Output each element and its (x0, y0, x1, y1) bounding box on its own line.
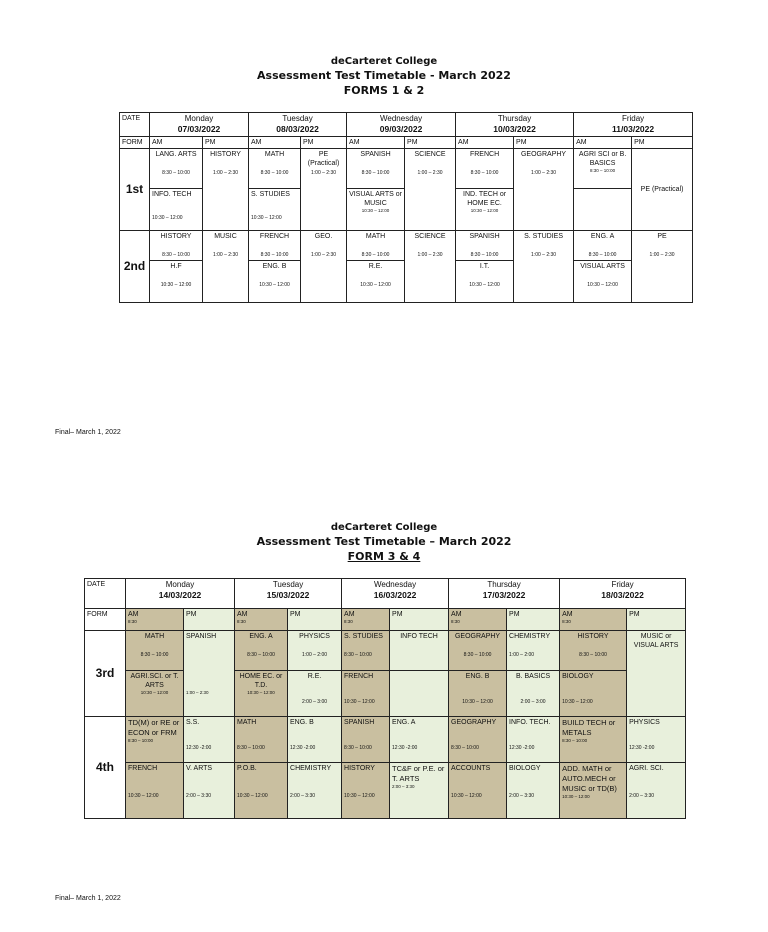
exam-cell: I.T. 10:30 – 12:00 (456, 261, 514, 303)
day-header (560, 579, 686, 609)
exam-cell: MATH 8:30 – 10:00 (126, 631, 184, 671)
day-header (235, 579, 342, 609)
exam-cell: ENG. B 10:30 – 12:00 (449, 671, 507, 717)
exam-cell: V. ARTS 2:00 – 3:30 (184, 763, 235, 819)
exam-cell: PE (Practical) 1:00 – 2:30 (301, 149, 347, 231)
am-label: AM 8:30 (342, 609, 390, 631)
day-date: 07/03/2022 (177, 124, 221, 134)
pm-label: PM (632, 137, 693, 149)
day-name: Thursday (497, 114, 532, 123)
exam-cell: MATH 8:30 – 10:00 (249, 149, 301, 189)
exam-cell: TC&F or P.E. or T. ARTS 2:00 – 3:30 (390, 763, 449, 819)
form-3rd: 3rd (85, 631, 126, 717)
day-name: Tuesday (272, 580, 304, 589)
timetable-subtitle-2: FORM 3 & 4 (347, 550, 421, 563)
exam-cell: P.O.B. 10:30 – 12:00 (235, 763, 288, 819)
college-name-1: deCarteret College (330, 56, 438, 67)
pm-label: PM (203, 137, 249, 149)
date-label: DATE (120, 113, 150, 137)
day-header (342, 579, 449, 609)
form-label: FORM (85, 609, 126, 631)
form-1st: 1st (120, 149, 150, 231)
am-label: AM (347, 137, 405, 149)
am-label: AM 8:30 (560, 609, 627, 631)
exam-cell: ENG. B 10:30 – 12:00 (249, 261, 301, 303)
exam-cell: HOME EC. or T.D. 10:30 – 12:00 (235, 671, 288, 717)
day-header (347, 113, 456, 137)
pm-label: PM (301, 137, 347, 149)
day-date: 17/03/2022 (482, 590, 526, 600)
exam-cell: B. BASICS 2:00 – 3:00 (507, 671, 560, 717)
exam-cell: SPANISH 8:30 – 10:00 (342, 717, 390, 763)
day-date: 11/03/2022 (612, 124, 655, 134)
exam-cell: AGRI SCI or B. BASICS 8:30 – 10:00 (574, 149, 632, 189)
day-date: 16/03/2022 (373, 590, 417, 600)
exam-cell: ENG. A 8:30 – 10:00 (235, 631, 288, 671)
am-label: AM (249, 137, 301, 149)
day-date: 14/03/2022 (158, 590, 202, 600)
am-label: AM (574, 137, 632, 149)
timetable-title-1: Assessment Test Timetable - March 2022 (257, 69, 511, 82)
exam-cell: S. STUDIES 1:00 – 2:30 (514, 231, 574, 303)
exam-cell: CHEMISTRY 2:00 – 3:30 (288, 763, 342, 819)
pm-label: PM (184, 609, 235, 631)
exam-cell: BUILD TECH or METALS 8:30 – 10:00 (560, 717, 627, 763)
exam-cell: R.E. 2:00 – 3:00 (288, 671, 342, 717)
exam-cell: PHYSICS 1:00 – 2:00 (288, 631, 342, 671)
pm-label: PM (405, 137, 456, 149)
day-header (126, 579, 235, 609)
am-label: AM 8:30 (235, 609, 288, 631)
exam-cell: VISUAL ARTS 10:30 – 12:00 (574, 261, 632, 303)
exam-cell: ENG. A 12:30 -2:00 (390, 717, 449, 763)
am-label: AM 8:30 (126, 609, 184, 631)
exam-cell: SCIENCE 1:00 – 2:30 (405, 149, 456, 231)
pm-label: PM (390, 609, 449, 631)
day-date: 15/03/2022 (266, 590, 310, 600)
exam-cell: S. STUDIES 10:30 – 12:00 (249, 189, 301, 231)
pm-label: PM (514, 137, 574, 149)
exam-cell: INFO. TECH. 12:30 -2:00 (507, 717, 560, 763)
exam-cell: SPANISH 8:30 – 10:00 (347, 149, 405, 189)
exam-cell: GEOGRAPHY 8:30 – 10:00 (449, 631, 507, 671)
exam-cell: BIOLOGY 10:30 – 12:00 (560, 671, 627, 717)
day-header (249, 113, 347, 137)
college-name-2: deCarteret College (330, 522, 438, 533)
exam-cell: GEO. 1:00 – 2:30 (301, 231, 347, 303)
exam-cell: BIOLOGY 2:00 – 3:30 (507, 763, 560, 819)
footer-1: Final– March 1, 2022 (55, 429, 121, 436)
exam-cell: VISUAL ARTS or MUSIC 10:30 – 12:00 (347, 189, 405, 231)
day-date: 10/03/2022 (493, 124, 536, 134)
pm-label: PM (627, 609, 686, 631)
exam-cell: ACCOUNTS 10:30 – 12:00 (449, 763, 507, 819)
exam-cell: 1:00 – 2:30 (184, 671, 235, 717)
form-2nd: 2nd (120, 231, 150, 303)
exam-cell: INFO TECH (390, 631, 449, 671)
day-date: 08/03/2022 (276, 124, 319, 134)
day-date: 18/03/2022 (601, 590, 644, 600)
pm-label: PM (288, 609, 342, 631)
exam-cell: S.S. 12:30 -2:00 (184, 717, 235, 763)
exam-cell: HISTORY 8:30 – 10:00 (560, 631, 627, 671)
day-date: 09/03/2022 (379, 124, 423, 134)
exam-cell: CHEMISTRY 1:00 – 2:00 (507, 631, 560, 671)
day-name: Thursday (487, 580, 521, 589)
form-4th: 4th (85, 717, 126, 819)
exam-cell: ENG. B 12:30 -2:00 (288, 717, 342, 763)
exam-cell: HISTORY 8:30 – 10:00 (150, 231, 203, 261)
exam-cell: LANG. ARTS 8:30 – 10:00 (150, 149, 203, 189)
exam-cell: ADD. MATH or AUTO.MECH or MUSIC or TD(B) 10:30 – 12:00 (560, 763, 627, 819)
exam-cell: S. STUDIES 8:30 – 10:00 (342, 631, 390, 671)
timetable-title-2: Assessment Test Timetable – March 2022 (256, 535, 512, 548)
form-label: FORM (120, 137, 150, 149)
exam-cell: FRENCH 8:30 – 10:00 (249, 231, 301, 261)
day-name: Wednesday (379, 114, 423, 123)
exam-cell (574, 189, 632, 231)
exam-cell: HISTORY 1:00 – 2:30 (203, 149, 249, 231)
exam-cell: HISTORY 10:30 – 12:00 (342, 763, 390, 819)
exam-cell: MATH 8:30 – 10:00 (347, 231, 405, 261)
timetable-forms-1-2 (119, 112, 693, 303)
exam-cell: SPANISH (184, 631, 235, 671)
exam-cell: FRENCH 10:30 – 12:00 (126, 763, 184, 819)
exam-cell: TD(M) or RE or ECON or FRM 8:30 – 10:00 (126, 717, 184, 763)
day-name: Friday (621, 114, 645, 123)
am-label: AM (150, 137, 203, 149)
day-name: Tuesday (282, 114, 313, 123)
day-name: Monday (184, 114, 214, 123)
exam-cell: PE (Practical) (632, 149, 693, 231)
exam-cell: ENG. A 8:30 – 10:00 (574, 231, 632, 261)
day-name: Monday (165, 580, 195, 589)
exam-cell: IND. TECH or HOME EC. 10:30 – 12:00 (456, 189, 514, 231)
pm-label: PM (507, 609, 560, 631)
am-label: AM (456, 137, 514, 149)
day-header (456, 113, 574, 137)
exam-cell: PHYSICS 12:30 -2:00 (627, 717, 686, 763)
day-header (150, 113, 249, 137)
exam-cell: MUSIC or VISUAL ARTS (627, 631, 686, 717)
exam-cell: AGRI. SCI. 2:00 – 3:30 (627, 763, 686, 819)
day-name: Wednesday (373, 580, 417, 589)
exam-cell: PE 1:00 – 2:30 (632, 231, 693, 303)
timetable-forms-3-4 (84, 578, 686, 819)
exam-cell: GEOGRAPHY 8:30 – 10:00 (449, 717, 507, 763)
exam-cell: MATH 8:30 – 10:00 (235, 717, 288, 763)
exam-cell: H.F 10:30 – 12:00 (150, 261, 203, 303)
exam-cell: AGRI.SCI. or T. ARTS 10:30 – 12:00 (126, 671, 184, 717)
day-name: Friday (611, 580, 634, 589)
exam-cell: SCIENCE 1:00 – 2:30 (405, 231, 456, 303)
timetable-subtitle-1: FORMS 1 & 2 (343, 84, 425, 97)
am-label: AM 8:30 (449, 609, 507, 631)
day-header (449, 579, 560, 609)
exam-cell (390, 671, 449, 717)
exam-cell: FRENCH 10:30 – 12:00 (342, 671, 390, 717)
date-label: DATE (85, 579, 126, 609)
exam-cell: GEOGRAPHY 1:00 – 2:30 (514, 149, 574, 231)
day-header (574, 113, 693, 137)
exam-cell: SPANISH 8:30 – 10:00 (456, 231, 514, 261)
exam-cell: INFO. TECH 10:30 – 12:00 (150, 189, 203, 231)
exam-cell: R.E. 10:30 – 12:00 (347, 261, 405, 303)
exam-cell: MUSIC 1:00 – 2:30 (203, 231, 249, 303)
exam-cell: FRENCH 8:30 – 10:00 (456, 149, 514, 189)
footer-2: Final– March 1, 2022 (55, 895, 121, 902)
